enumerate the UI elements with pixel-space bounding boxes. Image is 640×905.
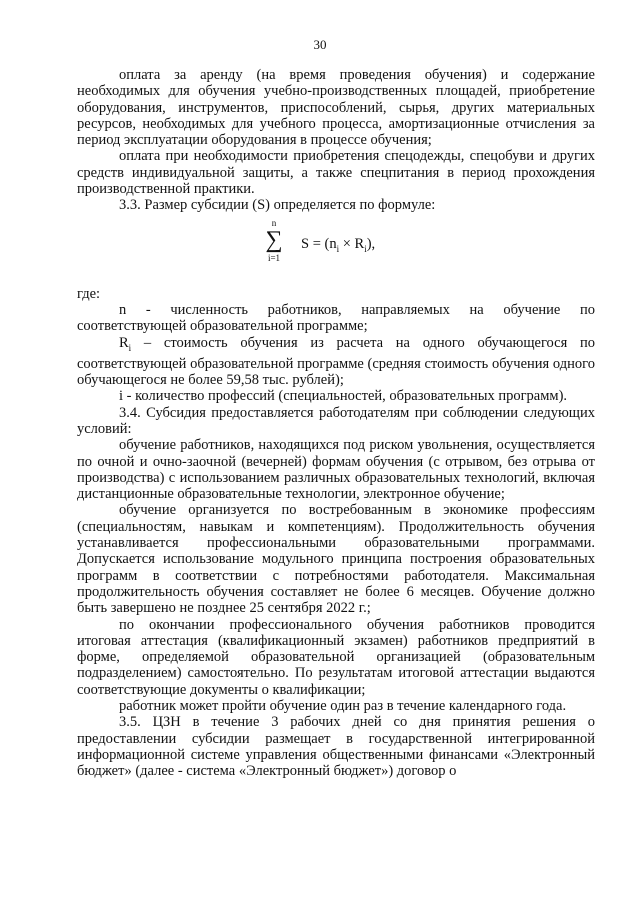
paragraph-rent-costs: оплата за аренду (на время проведения обучения) и содержание необходимых для обучения учебно-производственных площадей, приобретение оборудования, инструментов, приспособлений, сырья, других материальных ресурсов, необходимых для учебного процесса, амортизационные отчисления за период эксплуатации оборудования в процессе обучения;	[77, 67, 595, 149]
paragraph-training-forms: обучение работников, находящихся под риском увольнения, осуществляется по очной и очно-заочной (вечерней) формам обучения (с отрывом, без отрыва от производства) с использованием различных образовательных технологий, включая дистанционные образовательные технологии, электронное обучение;	[77, 437, 595, 503]
definition-r	[77, 335, 595, 389]
paragraph-3-3-formula-intro: 3.3. Размер субсидии (S) определяется по формуле:	[119, 197, 436, 214]
document-body	[77, 67, 595, 779]
paragraph-final-attestation: по окончании профессионального обучения работников проводится итоговая аттестация (квалификационный экзамен) работников предприятий в форме, определяемой образовательной организацией (образовательным подразделением) самостоятельно. По результатам итоговой аттестации выдаются соответствующие документы о квалификации;	[77, 616, 595, 698]
subsidy-formula	[77, 218, 595, 280]
sum-upper-limit: n	[271, 217, 277, 228]
paragraph-protective-equipment: оплата при необходимости приобретения спецодежды, спецобуви и других средств индивидуальной защиты, а также спецпитания в период прохождения производственной практики.	[77, 148, 595, 198]
formula-times-r: × R	[339, 235, 365, 252]
definition-i: i - количество профессий (специальностей, образовательных программ).	[119, 388, 568, 405]
paragraph-3-5-electronic-budget: 3.5. ЦЗН в течение 3 рабочих дней со дня принятия решения о предоставлении субсидии размещает в государственной интегрированной информационной системе управления общественными финансами «Электронный бюджет» (далее - система «Электронный бюджет») договор о	[77, 714, 595, 780]
formula-expression	[301, 235, 375, 258]
formula-subscript-n: i	[336, 243, 340, 254]
paragraph-3-4-conditions: 3.4. Субсидия предоставляется работодателям при соблюдении следующих условий:	[77, 404, 595, 437]
formula-subscript-r: i	[364, 243, 367, 254]
formula-tail: ),	[366, 235, 376, 252]
definition-n: n - численность работников, направляемых на обучение по соответствующей образовательной программе;	[77, 301, 595, 335]
where-label: где:	[77, 285, 101, 302]
sum-lower-limit: i=1	[267, 252, 281, 263]
definition-r-subscript: i	[128, 342, 132, 353]
sum-operator	[263, 218, 285, 264]
page-number: 30	[313, 37, 327, 52]
paragraph-once-per-year: работник может пройти обучение один раз в течение календарного года.	[119, 697, 567, 714]
definition-r-text: – стоимость обучения из расчета на одного обучающегося по соответствующей образовательной программе (средняя стоимость обучения одного обучающегося не более 59,58 тыс. рублей);	[77, 334, 595, 389]
sigma-symbol: ∑	[265, 226, 283, 253]
paragraph-training-organization: обучение организуется по востребованным в экономике профессиям (специальностям, навыкам и компетенциям). Продолжительность обучения устанавливается профессиональными образовательными программами. Допускается использование модульного принципа построения образовательных программ в соответствии с потребностями работодателя. Максимальная продолжительность обучения составляет не более 6 месяцев. Обучение должно быть завершено не позднее 25 сентября 2022 г.;	[77, 502, 595, 617]
formula-expression-head: S = (n	[301, 235, 337, 252]
definition-r-symbol: R	[119, 334, 129, 351]
